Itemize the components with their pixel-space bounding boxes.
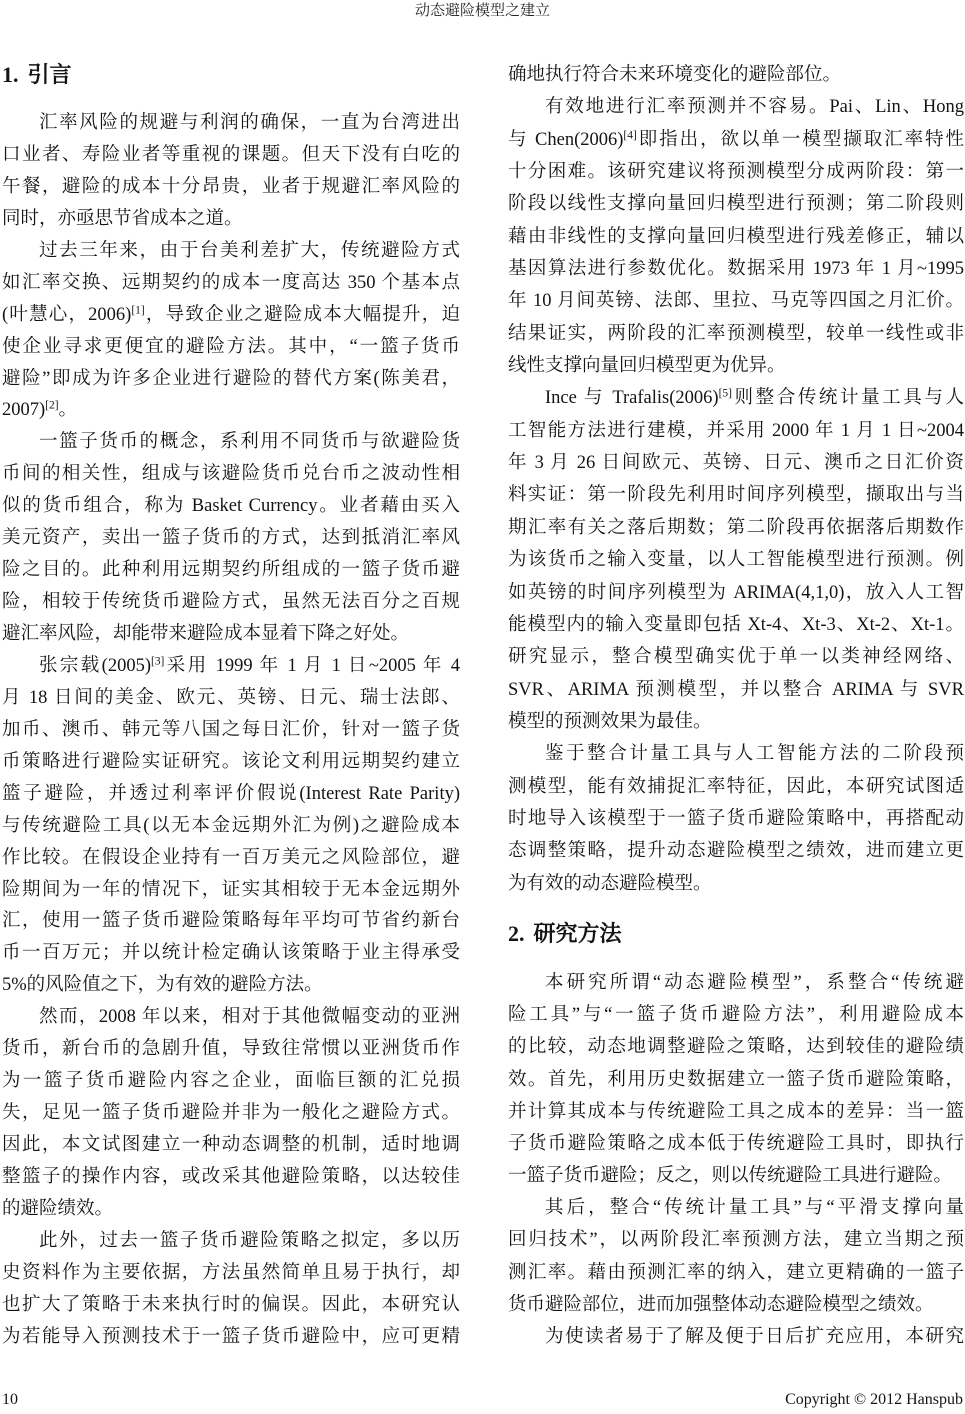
text-line: 并计算其成本与传统避险工具之成本的差异：当一篮 <box>508 1101 964 1122</box>
text-line: 的比较，动态地调整避险之策略，达到较佳的避险绩 <box>508 1037 964 1058</box>
text-line: 为该货币之输入变量，以人工智能模型进行预测。例 <box>508 550 964 571</box>
paragraph <box>2 1226 460 1354</box>
text-line: 险，相较于传统货币避险方式，虽然无法百分之百规 <box>2 592 460 613</box>
text-line: 基因算法进行参数优化。数据采用 1973 年 1 月~1995 <box>508 259 964 280</box>
text-line <box>2 651 460 683</box>
text-line: 为一篮子货币避险内容之企业，面临巨额的汇兑损 <box>2 1071 460 1092</box>
text-line: 十分困难。该研究建议将预测模型分成两阶段：第一 <box>508 162 964 183</box>
text-line: 篮子避险，并透过利率评价假说(Interest Rate Parity) <box>2 783 460 804</box>
text-line: 使企业寻求更便宜的避险方法。其中，“一篮子货币 <box>2 336 460 357</box>
text-line: 测汇率。藉由预测汇率的纳入，建立更精确的一篮子 <box>508 1262 964 1283</box>
text-line: 料实证：第一阶段先利用时间序列模型，撷取出与当 <box>508 485 964 506</box>
page-number: 10 <box>2 1391 18 1408</box>
text-segment: 则整合传统计量工具与人 <box>731 388 964 409</box>
text-line: 期汇率有关之落后期数；第二阶段再依据落后期数作 <box>508 517 964 538</box>
paragraph <box>508 967 964 1192</box>
text-line: 与传统避险工具(以无本金远期外汇为例)之避险成本 <box>2 815 460 836</box>
text-line: 汇，使用一篮子货币避险策略每年平均可节省约新台 <box>2 911 460 932</box>
text-line: 午餐，避险的成本十分昂贵，业者于规避汇率风险的 <box>2 176 460 197</box>
text-segment: 2007) <box>2 400 46 421</box>
paragraph <box>2 427 460 651</box>
citation-superscript: [5] <box>718 388 732 401</box>
text-line: 阶段以线性支撑向量回归模型进行预测；第二阶段则 <box>508 194 964 215</box>
text-segment: 采用 1999 年 1 月 1 日~2005 年 4 <box>164 655 460 676</box>
text-line: 失，足见一篮子货币避险并非为一般化之避险方式。 <box>2 1103 460 1124</box>
citation-superscript: [4] <box>623 129 637 142</box>
text-line: 确地执行符合未来环境变化的避险部位。 <box>508 65 842 85</box>
text-line: 货币避险部位，进而加强整体动态避险模型之绩效。 <box>508 1294 934 1315</box>
citation-superscript: [3] <box>151 655 165 668</box>
text-line: 作比较。在假设企业持有一百万美元之风险部位，避 <box>2 847 460 868</box>
text-line: 其后，整合“传统计量工具”与“平滑支撑向量 <box>545 1198 964 1219</box>
paragraph <box>508 738 964 900</box>
text-line: 过去三年来，由于台美利差扩大，传统避险方式 <box>39 240 460 261</box>
text-line: 美元资产，卖出一篮子货币的方式，达到抵消汇率风 <box>2 528 460 549</box>
text-line: 时地导入该模型于一篮子货币避险策略中，再搭配动 <box>508 808 964 829</box>
text-line: 有效地进行汇率预测并不容易。Pai、Lin、Hong <box>545 97 964 118</box>
paragraph <box>2 651 460 1002</box>
text-line: 回归技术”，以两阶段汇率预测方法，建立当期之预 <box>508 1230 964 1251</box>
text-line: 年 10 月间英镑、法郎、里拉、马克等四国之月汇价。 <box>508 291 964 312</box>
text-line: 结果证实，两阶段的汇率预测模型，较单一线性或非 <box>508 323 964 344</box>
text-line: 货币，新台币的急剧升值，导致往常惯以亚洲货币作 <box>2 1039 460 1060</box>
text-line: 然而，2008 年以来，相对于其他微幅变动的亚洲 <box>39 1007 460 1028</box>
text-line: 口业者、寿险业者等重视的课题。但天下没有白吃的 <box>2 144 460 165</box>
paragraph <box>2 1002 460 1226</box>
text-line: 整篮子的操作内容，或改采其他避险策略，以达较佳 <box>2 1166 460 1187</box>
text-segment: 即指出，欲以单一模型撷取汇率特性 <box>636 129 964 150</box>
section-heading <box>2 58 460 92</box>
text-line: 工智能方法进行建模，并采用 2000 年 1 月 1 日~2004 <box>508 420 964 441</box>
text-line: 币间的相关性，组成与该避险货币兑台币之波动性相 <box>2 464 460 485</box>
text-line: 为使读者易于了解及便于日后扩充应用，本研究 <box>545 1327 964 1347</box>
paragraph <box>2 108 460 236</box>
right-column <box>508 59 964 1353</box>
text-line: 如汇率交换、远期契约的成本一度高达 350 个基本点 <box>2 272 460 293</box>
section-title: 引言 <box>27 63 72 88</box>
text-line: 因此，本文试图建立一种动态调整的机制，适时地调 <box>2 1135 460 1155</box>
text-line: 效。首先，利用历史数据建立一篮子货币避险策略， <box>508 1069 964 1090</box>
text-segment: Ince 与 Trafalis(2006) <box>545 388 719 409</box>
text-line: 鉴于整合计量工具与人工智能方法的二阶段预 <box>545 744 964 765</box>
text-line: 似的货币组合，称为 Basket Currency。业者藉由买入 <box>2 496 460 517</box>
text-line: 测模型，能有效捕捉汇率特征，因此，本研究试图适 <box>508 776 964 797</box>
text-line: 年 3 月 26 日间欧元、英镑、日元、澳币之日汇价资 <box>508 453 964 474</box>
section-number: 2. <box>508 920 525 946</box>
text-line: 避险”即成为许多企业进行避险的替代方案(陈美君， <box>2 368 460 389</box>
copyright-notice: Copyright © 2012 Hanspub <box>785 1391 963 1408</box>
text-line: 态调整策略，提升动态避险模型之绩效，进而建立更 <box>508 841 964 862</box>
paragraph <box>508 1321 964 1353</box>
text-line: 汇率风险的规避与利润的确保，一直为台湾进出 <box>39 113 460 133</box>
text-line: 能模型内的输入变量即包括 Xt-4、Xt-3、Xt-2、Xt-1。 <box>508 614 964 635</box>
text-line <box>508 382 964 414</box>
text-line: 此外，过去一篮子货币避险策略之拟定，多以历 <box>39 1230 460 1251</box>
text-line <box>2 395 460 427</box>
text-line: 子货币避险策略之成本低于传统避险工具时，即执行 <box>508 1133 964 1154</box>
text-line: 同时，亦亟思节省成本之道。 <box>2 208 243 229</box>
text-line: 月 18 日间的美金、欧元、英镑、日元、瑞士法郎、 <box>2 687 460 708</box>
text-line: SVR、ARIMA 预测模型，并以整合 ARIMA 与 SVR <box>508 679 964 700</box>
text-line: 币策略进行避险实证研究。该论文利用远期契约建立 <box>2 751 460 772</box>
paragraph <box>2 236 460 428</box>
text-line: 也扩大了策略于未来执行时的偏误。因此，本研究认 <box>2 1294 460 1315</box>
text-line: 为若能导入预测技术于一篮子货币避险中，应可更精 <box>2 1326 460 1347</box>
text-line: 史资料作为主要依据，方法虽然简单且易于执行，却 <box>2 1262 460 1283</box>
text-line: 币一百万元；并以统计检定确认该策略于业主得承受 <box>2 943 460 964</box>
section-1-continued <box>508 59 964 900</box>
paragraph <box>508 91 964 382</box>
text-line: 险之目的。此种利用远期契约所组成的一篮子货币避 <box>2 560 460 581</box>
paragraph <box>508 382 964 738</box>
text-line: 险工具”与“一篮子货币避险方法”，利用避险成本 <box>508 1005 964 1026</box>
text-line: 一篮子货币避险；反之，则以传统避险工具进行避险。 <box>508 1166 953 1187</box>
text-segment: (叶慧心，2006) <box>2 304 132 325</box>
section-number: 1. <box>2 62 19 87</box>
citation-superscript: [2] <box>45 400 59 413</box>
paragraph-continued <box>508 59 964 91</box>
text-line <box>2 300 460 332</box>
citation-superscript: [1] <box>131 304 145 317</box>
text-line: 险期间为一年的情况下，证实其相较于无本金远期外 <box>2 879 460 900</box>
left-column <box>2 58 460 1354</box>
running-header: 动态避险模型之建立 <box>414 3 550 19</box>
text-line: 线性支撑向量回归模型更为优异。 <box>508 356 786 377</box>
text-segment: ，导致企业之避险成本大幅提升，迫 <box>144 304 460 325</box>
text-line <box>508 124 964 156</box>
text-segment: 张宗载(2005) <box>39 655 151 676</box>
text-line: 模型的预测效果为最佳。 <box>508 711 712 732</box>
text-line: 一篮子货币的概念，系利用不同货币与欲避险货 <box>39 432 460 453</box>
text-line: 本研究所谓“动态避险模型”，系整合“传统避 <box>545 972 964 993</box>
text-segment: 。 <box>58 400 78 421</box>
text-line: 加币、澳币、韩元等八国之每日汇价，针对一篮子货 <box>2 719 460 740</box>
text-line: 避汇率风险，却能带来避险成本显着下降之好处。 <box>2 624 410 644</box>
text-line: 5%的风险值之下，为有效的避险方法。 <box>2 975 323 996</box>
text-line: 为有效的动态避险模型。 <box>508 873 712 894</box>
text-line: 研究显示，整合模型确实优于单一以类神经网络、 <box>508 647 964 668</box>
section-heading <box>508 917 964 951</box>
text-segment: 与 Chen(2006) <box>508 129 624 150</box>
paragraph <box>508 1192 964 1321</box>
text-line: 的避险绩效。 <box>2 1198 114 1219</box>
section-title: 研究方法 <box>533 921 622 947</box>
text-line: 藉由非线性的支撑向量回归模型进行残差修正，辅以 <box>508 226 964 247</box>
text-line: 如英镑的时间序列模型为 ARIMA(4,1,0)，放入人工智 <box>508 582 964 603</box>
section-2-body <box>508 967 964 1353</box>
